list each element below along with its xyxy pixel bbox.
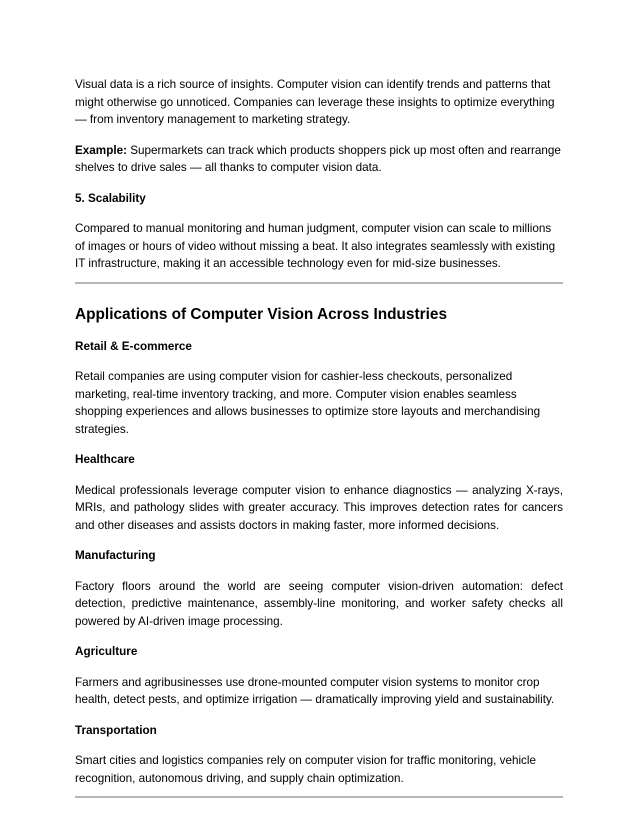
- example-paragraph: [75, 142, 563, 177]
- manufacturing-heading: Manufacturing: [75, 549, 156, 562]
- manufacturing-paragraph: Factory floors around the world are seeing computer vision-driven automation: defect detection, predictive maintenance, assembly-line monitoring, and worker safety checks all powered by AI-driven image processing.: [75, 579, 563, 628]
- example-text: Supermarkets can track which products shoppers pick up most often and rearrange shelves to drive sales — all thanks to computer vision data.: [75, 143, 561, 174]
- example-label: Example:: [75, 143, 127, 157]
- scalability-heading: 5. Scalability: [75, 191, 146, 205]
- section-divider-bottom: [75, 796, 563, 798]
- agriculture-heading: Agriculture: [75, 645, 138, 658]
- healthcare-heading: Healthcare: [75, 453, 135, 466]
- transportation-paragraph: Smart cities and logistics companies rely on computer vision for traffic monitoring, vehicle recognition, autonomous driving, and supply chain optimization.: [75, 754, 536, 785]
- section-divider: [75, 282, 563, 284]
- retail-heading: Retail & E-commerce: [75, 339, 192, 353]
- intro-paragraph: Visual data is a rich source of insights. Computer vision can identify trends and patterns that might otherwise go unnoticed. Companies can leverage these insights to optimize everything — from inventory management to marketing strategy.: [75, 78, 555, 126]
- transportation-heading: Transportation: [75, 723, 157, 737]
- retail-paragraph: Retail companies are using computer vision for cashier-less checkouts, personalized marketing, real-time inventory tracking, and more. Computer vision enables seamless shopping experiences and allows businesses to optimize store layouts and merchandising strategies.: [75, 370, 541, 436]
- scalability-paragraph: Compared to manual monitoring and human judgment, computer vision can scale to millions of images or hours of video without missing a beat. It also integrates seamlessly with existing IT infrastructure, making it an accessible technology even for mid-size businesses.: [75, 222, 556, 270]
- healthcare-paragraph: Medical professionals leverage computer vision to enhance diagnostics — analyzing X-rays, MRIs, and pathology slides with greater accuracy. This improves detection rates for cancers and other diseases and assists doctors in making faster, more informed decisions.: [75, 483, 563, 532]
- agriculture-paragraph: Farmers and agribusinesses use drone-mounted computer vision systems to monitor crop health, detect pests, and optimize irrigation — dramatically improving yield and sustainability.: [75, 675, 555, 706]
- applications-heading: Applications of Computer Vision Across Industries: [75, 305, 447, 323]
- document-page: [75, 76, 563, 798]
